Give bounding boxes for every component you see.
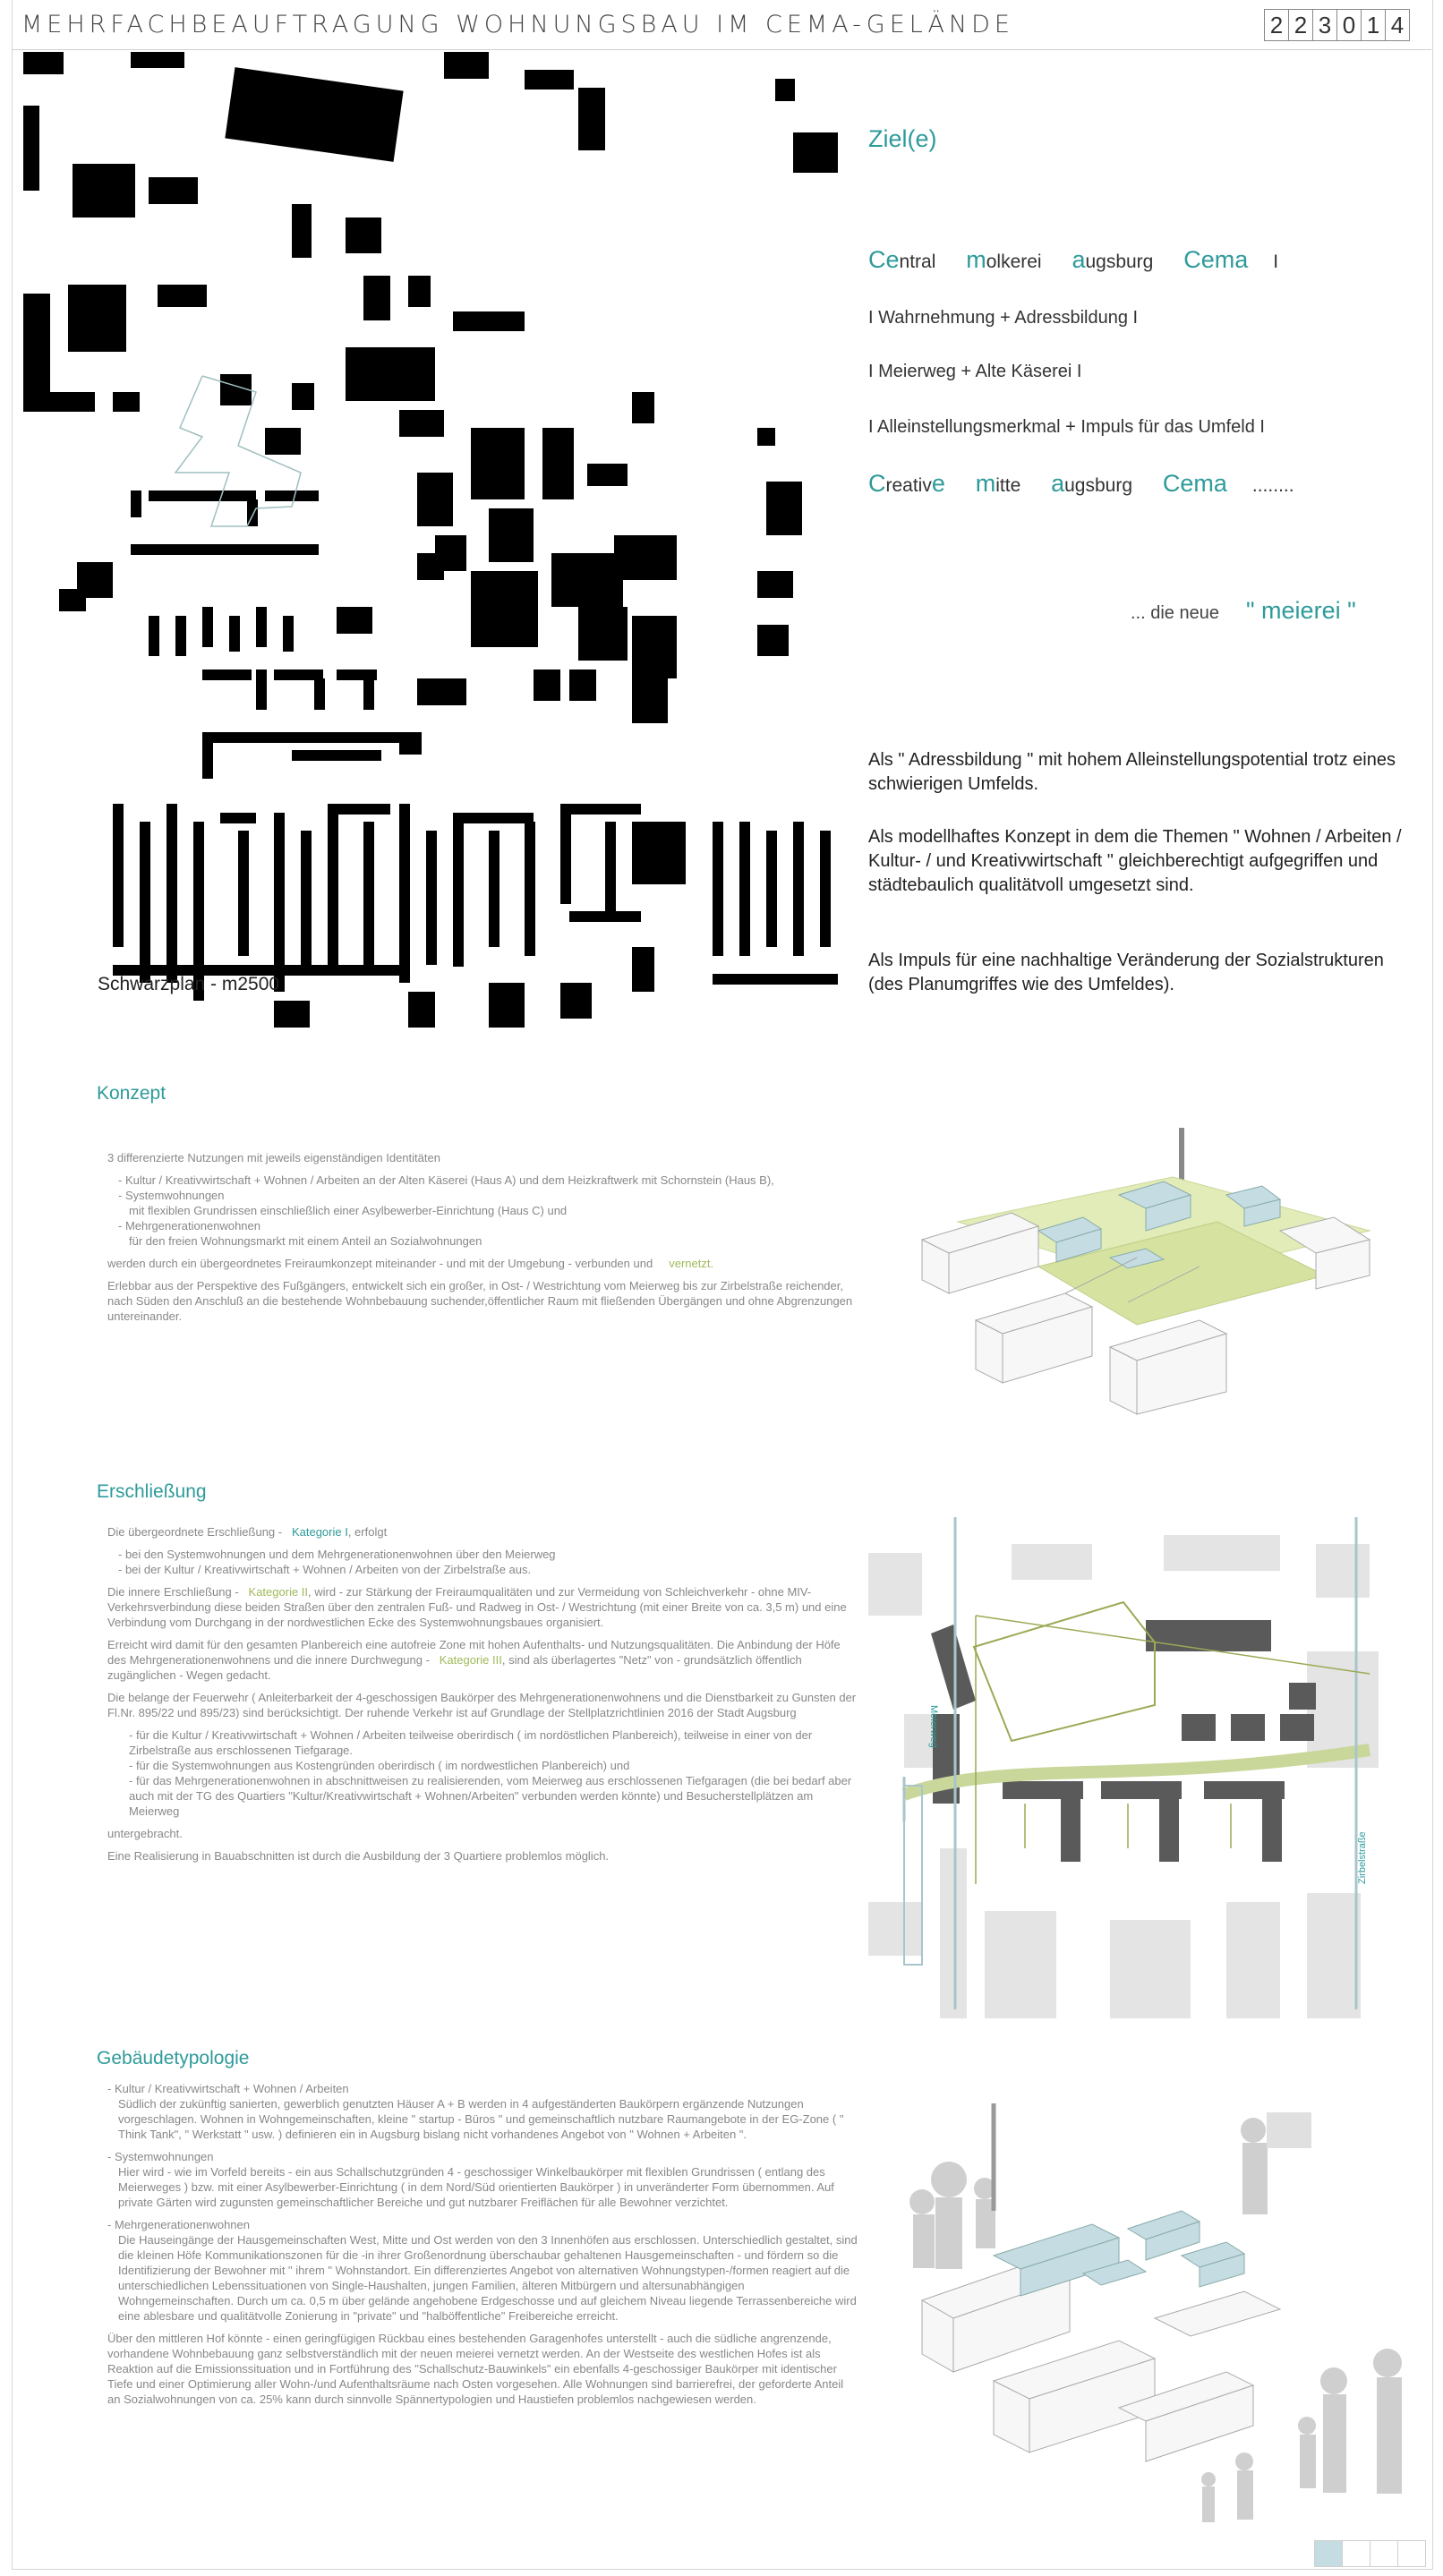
project-digit: 3 [1312,9,1337,41]
sheet-index-cell [1397,2540,1426,2567]
project-digit: 2 [1264,9,1289,41]
sheet-index [1315,2540,1426,2567]
project-number [1265,9,1410,41]
figure-ground-plan [23,52,850,1031]
meierei-tagline: ... die neue " meierei " [1131,597,1356,624]
sheet-title: MEHRFACHBEAUFTRAGUNG WOHNUNGSBAU IM CEMA-GELÄNDE [21,11,1014,38]
goal-paragraph-2: Als modellhaftes Konzept in dem die Themen " Wohnen / Arbeiten / Kultur- / und Kreativwirtschaft " gleichberechtigt aufgegriffen und städtebaulich qualitätvoll umgesetzt sind. [868,827,1402,895]
sheet-index-cell [1370,2540,1398,2567]
header-divider [12,49,1431,50]
typologie-title: Gebäudetypologie [97,2048,250,2068]
goal-line-3: I Meierweg + Alte Käserei I [868,362,1082,381]
map-caption: Schwarzplan - m2500 [98,974,280,994]
erschliessung-text: Die übergeordnete Erschließung - Kategorie I, erfolgt - bei den Systemwohnungen und dem Mehrgenerationenwohnen über den Meierweg - bei der Kultur / Kreativwirtschaft + Wohnen / Arbeiten von der Zirbelstraße aus. Die innere Erschließung - Kategorie II, wird - zur Stärkung der Freiraumqualitäten und zur Vermeidung von Schleichverkehr - ohne MIV-Verkehrsverbindung diese beiden Straßen über den zentralen Fuß- und Radweg in Ost- / Westrichtung (mit einer Breite von ca. 3,5 m) und eine Verbindung vom Durchgang in der nordwestlichen Ecke des Systemwohnungsbaues organisiert. Erreicht wird damit für den gesamten Planbereich eine autofreie Zone mit hohen Aufenthalts- und Nutzungsqualitäten. Die Anbindung der Höfe des Mehrgenerationenwohnens und die innere Durchwegung - Kategorie III, sind als überlagertes "Netz" von - grundsätzlich öffentlich zugänglichen - Wegen gedacht. Die belange der Feuerwehr ( Anleiterbarkeit der 4-geschossigen Baukörper des Mehrgenerationenwohnens und die Dienstbarkeit zu Gunsten der Fl.Nr. 895/22 und 895/23) sind berücksichtigt. Der ruhende Verkehr ist auf Grundlage der Stellplatzrichtlinien 2016 der Stadt Augsburg - für die Kultur / Kreativwirtschaft + Wohnen / Arbeiten teilweise oberirdisch ( im nordöstlichen Planbereich), teilweise in einer von der Zirbelstraße aus erschlossenen Tiefgarage. - für die Systemwohnungen aus Kostengründen oberirdisch ( im nordwestlichen Planbereich) und - für das Mehrgenerationenwohnen in abschnittweisen zu realisierenden, vom Meierweg aus erschlossenen Tiefgaragen (die bei bedarf aber auch mit der TG des Quartiers "Kultur/Kreativwirtschaft + Wohnen/Arbeiten" verbunden werden könnte) und Besucherstellplätzen am Meierweg untergebracht. Eine Realisierung in Bauabschnitten ist durch die Ausbildung der 3 Quartiere problemlos möglich. [107,1525,857,1863]
label-zirbelstrasse: Zirbelstraße [1357,1831,1368,1884]
access-diagram [868,1508,1405,2027]
project-digit: 0 [1336,9,1362,41]
project-digit: 4 [1385,9,1410,41]
erschliessung-title: Erschließung [97,1481,207,1502]
typology-axonometry [886,2086,1423,2538]
konzept-text: 3 differenzierte Nutzungen mit jeweils eigenständigen Identitäten - Kultur / Kreativwirtschaft + Wohnen / Arbeiten an der Alten Käserei (Haus A) und dem Heizkraftwerk mit Schornstein (Haus B), - Systemwohnungen mit flexiblen Grundrissen einschließlich einer Asylbewerber-Einrichtung (Haus C) und - Mehrgenerationenwohnen für den freien Wohnungsmarkt mit einem Anteil an Sozialwohnungen werden durch ein übergeordnetes Freiraumkonzept miteinander - und mit der Umgebung - verbunden und vernetzt. Erlebbar aus der Perspektive des Fußgängers, entwickelt sich ein großer, in Ost- / Westrichtung vom Meierweg bis zur Zirbelstraße reichender, nach Süden den Anschluß an die bestehende Wohnbebauung suchender,öffentlicher Raum mit fließenden Übergängen und ohne Abgrenzungen untereinander. [107,1151,853,1323]
acronym-line-1: Central molkerei augsburg Cema I [868,246,1279,273]
label-meierweg: Meierweg [928,1705,939,1748]
goal-line-2: I Wahrnehmung + Adressbildung I [868,308,1139,328]
konzept-title: Konzept [97,1083,166,1104]
goal-paragraph-1: Als " Adressbildung " mit hohem Alleinstellungspotential trotz eines schwierigen Umfelds. [868,750,1396,794]
sheet-index-cell [1342,2540,1370,2567]
goal-paragraph-3: Als Impuls für eine nachhaltige Veränderung der Sozialstrukturen (des Planumgriffes wie des Umfeldes). [868,951,1384,994]
goals-title: Ziel(e) [868,125,937,152]
concept-axonometry [904,1123,1405,1423]
goal-line-4: I Alleinstellungsmerkmal + Impuls für das Umfeld I [868,417,1265,437]
acronym-line-2: Creative mitte augsburg Cema ........ [868,470,1294,497]
sheet-index-cell [1314,2540,1343,2567]
project-digit: 1 [1361,9,1386,41]
project-digit: 2 [1288,9,1313,41]
typologie-text: - Kultur / Kreativwirtschaft + Wohnen / Arbeiten Südlich der zukünftig sanierten, gewerblich genutzten Häuser A + B werden in 4 aufgeständerten Baukörpern ergänzende Nutzungen vorgeschlagen. Wohnen in Wohngemeinschaften, kleine " startup - Büros " und gemeinschaftlich nutzbare Raumangebote in der EG-Zone ( " Think Tank", " Werkstatt " usw. ) definieren ein in Augsburg bislang nicht vorhandenes Angebot von " Wohnen + Arbeiten ". - Systemwohnungen Hier wird - wie im Vorfeld bereits - ein aus Schallschutzgründen 4 - geschossiger Winkelbaukörper mit flexiblen Grundrissen ( entlang des Meierweges ) bzw. mit einer Asylbewerber-Einrichtung ( in dem Nord/Süd orientierten Baukörper ) in unveränderter Form übernommen. Auf private Gärten wird zugunsten gemeinschaftlicher Bereiche und gut nutzbarer Freiflächen für alle Bewohner verzichtet. - Mehrgenerationenwohnen Die Hauseingänge der Hausgemeinschaften West, Mitte und Ost werden von den 3 Innenhöfen aus erschlossen. Unterschiedlich gestaltet, sind die kleinen Höfe Kommunikationszonen für die -in ihrer Großenordnung überschaubar gehaltenen Hausgemeinschaften - und fördern so die Identifizierung der Bewohner mit " ihrem " Wohnstandort. Ein differenziertes Angebot von alternativen Wohnungstypen-/formen reagiert auf die unterschiedlichen Lebenssituationen von Single-Haushalten, jungen Familien, älteren Mitbürgern und altersunabhängigen Wohngemeinschaften. Durch um ca. 0,5 m über gelände angehobene Erdgeschosse und auf gleichem Niveau liegende Terrassenbereiche wird eine ablesbare und qualitätvolle Zonierung in "private" und "halböffentliche" Freibereiche erreicht. Über den mittleren Hof könnte - einen geringfügigen Rückbau eines bestehenden Garagenhofes unterstellt - auch die südliche angrenzende, vorhandene Wohnbebauung ganz selbstverständlich mit der neuen meierei vernetzt werden. An der Westseite des westlichen Hofes ist als Reaktion auf die Emissionssituation und in Fortführung des "Schallschutz-Bauwinkels" ein ebenfalls 4-geschossiger Baukörper mit identischer Tiefe und einer Optimierung aller Wohn-/und Aufenthaltsräume nach Osten vorgesehen. Alle Wohnungen sind barrierefrei, der geforderte Anteil an Sozialwohnungen von ca. 25% kann durch sinnvolle Spännertypologien und Haustiefen problemlos nachgewiesen werden. [107,2082,858,2406]
